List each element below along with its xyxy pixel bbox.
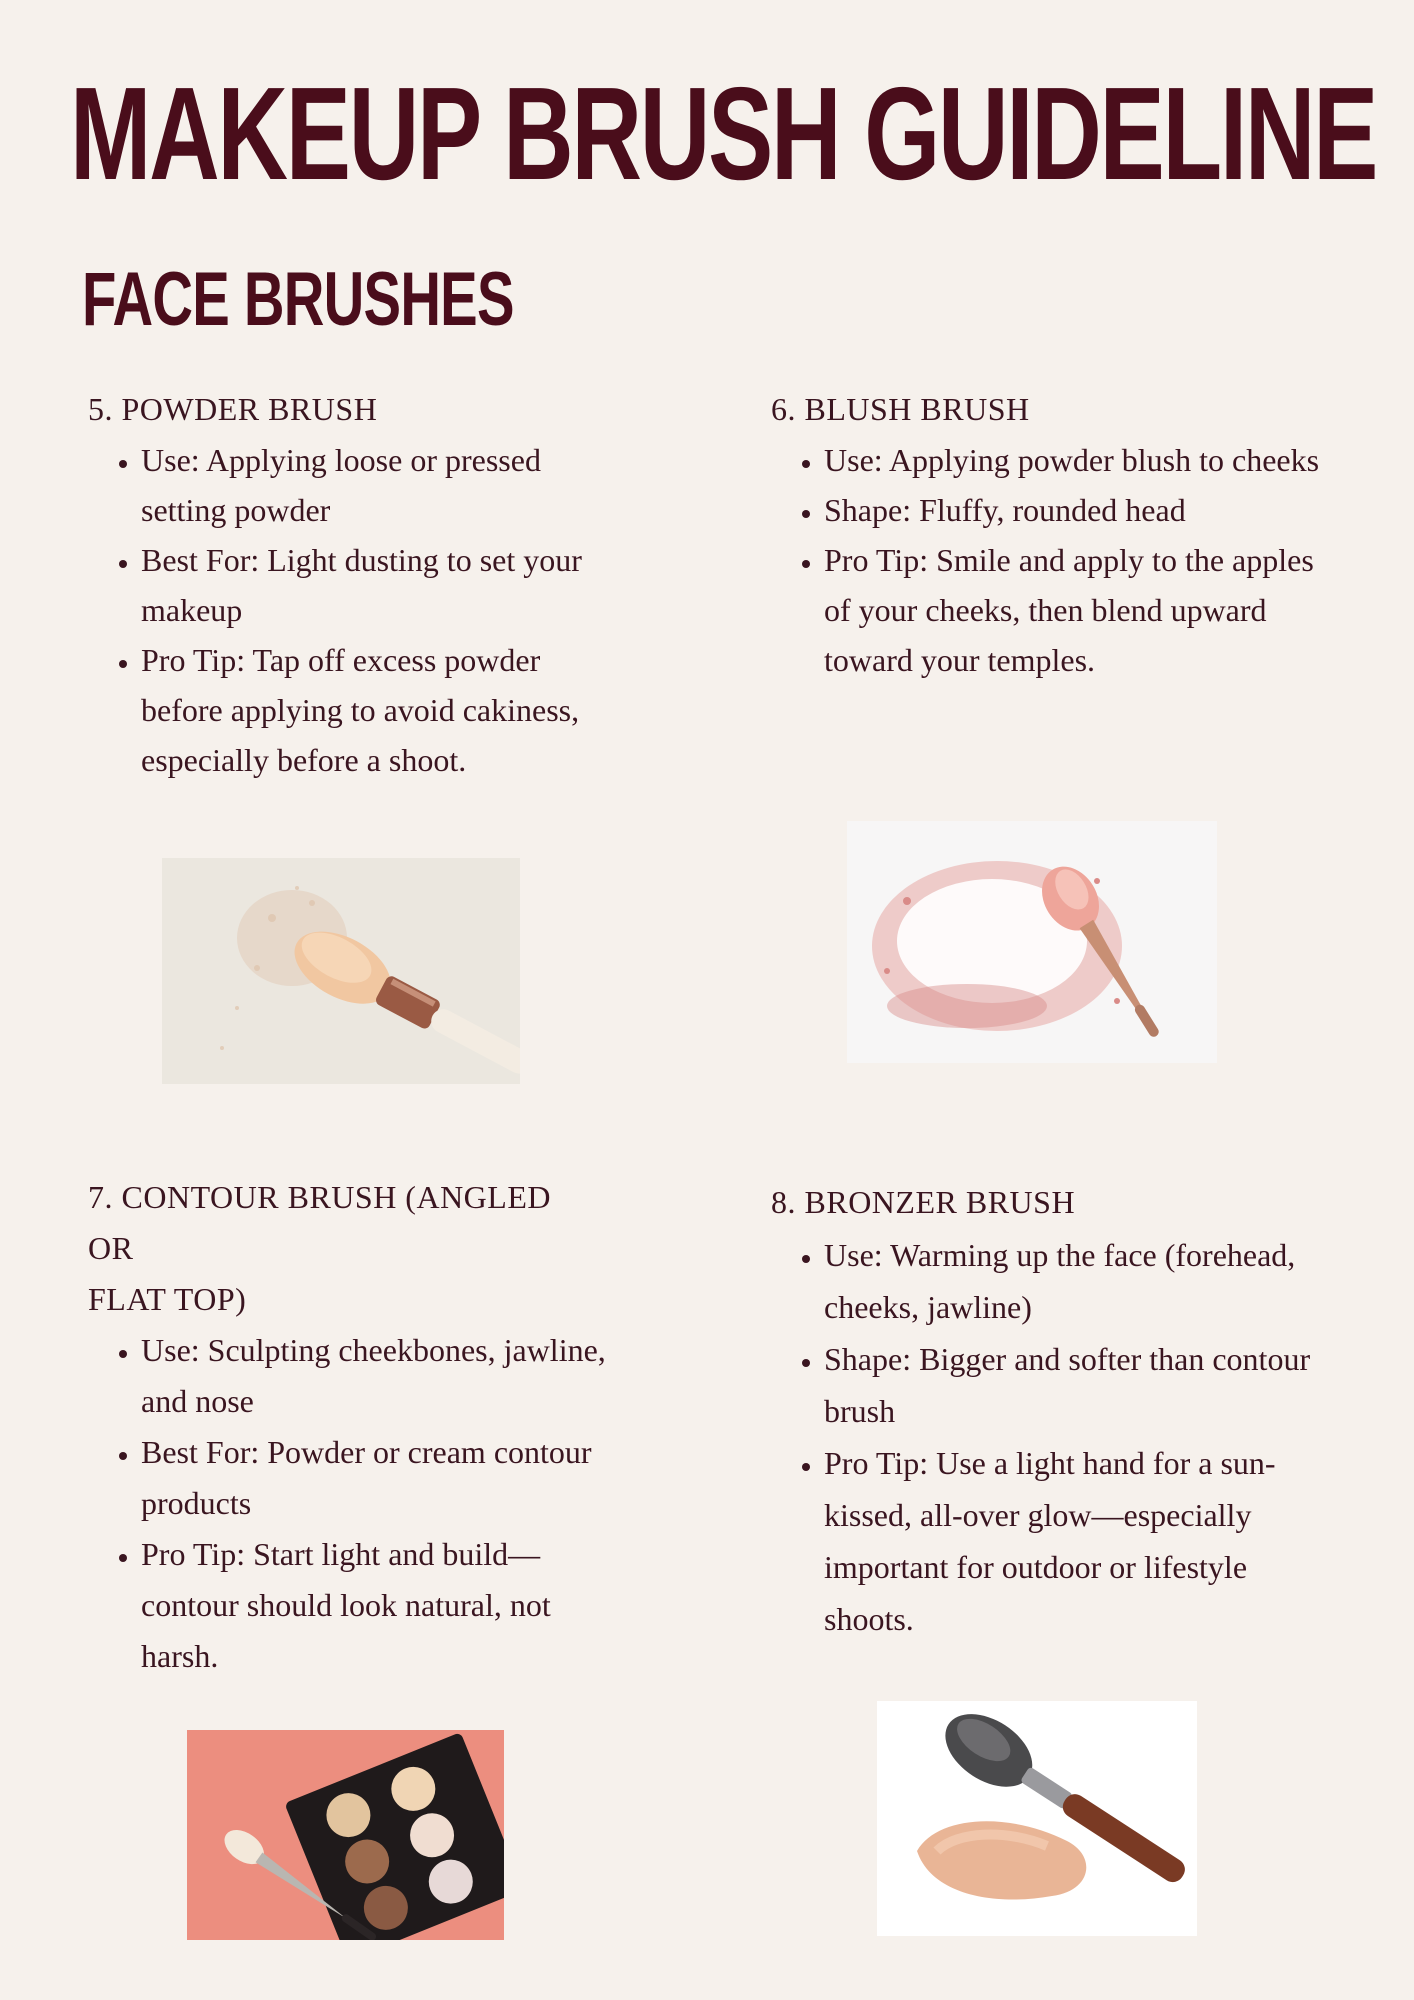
section-title: FACE BRUSHES (82, 257, 514, 342)
list-item: • Use: Applying powder blush to cheeks (824, 435, 1341, 485)
list-item: • Shape: Fluffy, rounded head (824, 485, 1341, 535)
list-item: • Pro Tip: Use a light hand for a sun-kissed, all-over glow—especially important for outdoor or lifestyle shoots. (824, 1437, 1341, 1645)
powder-brush-card (88, 384, 608, 785)
contour-brush-card (88, 1172, 608, 1682)
card-heading: 7. CONTOUR BRUSH (ANGLED (88, 1179, 551, 1215)
bullet-list (771, 435, 1341, 685)
card-heading: 6. BLUSH BRUSH (771, 391, 1030, 427)
list-item: • Use: Sculpting cheekbones, jawline, and nose (141, 1325, 608, 1427)
list-item: • Best For: Powder or cream contour products (141, 1427, 608, 1529)
bullet-list (88, 1325, 608, 1682)
list-item: • Pro Tip: Start light and build—contour should look natural, not harsh. (141, 1529, 608, 1682)
bronzer-brush-photo (877, 1701, 1197, 1936)
contour-palette-photo (187, 1730, 504, 1940)
bullet-list (88, 435, 608, 785)
card-heading: 8. BRONZER BRUSH (771, 1184, 1076, 1220)
list-item: • Shape: Bigger and softer than contour brush (824, 1333, 1341, 1437)
list-item: • Best For: Light dusting to set your makeup (141, 535, 608, 635)
bronzer-brush-card (771, 1176, 1341, 1645)
list-item: • Pro Tip: Smile and apply to the apples of your cheeks, then blend upward toward your temples. (824, 535, 1341, 685)
page-title: MAKEUP BRUSH GUIDELINE (70, 60, 1377, 207)
blush-brush-photo (847, 821, 1217, 1063)
powder-brush-photo (162, 858, 520, 1084)
card-heading: FLAT TOP) (88, 1281, 247, 1317)
blush-brush-card (771, 384, 1341, 685)
card-heading: 5. POWDER BRUSH (88, 391, 378, 427)
list-item: • Use: Applying loose or pressed setting powder (141, 435, 608, 535)
card-heading: OR (88, 1230, 134, 1266)
bullet-list (771, 1229, 1341, 1645)
list-item: • Use: Warming up the face (forehead, cheeks, jawline) (824, 1229, 1341, 1333)
list-item: • Pro Tip: Tap off excess powder before applying to avoid cakiness, especially before a shoot. (141, 635, 608, 785)
